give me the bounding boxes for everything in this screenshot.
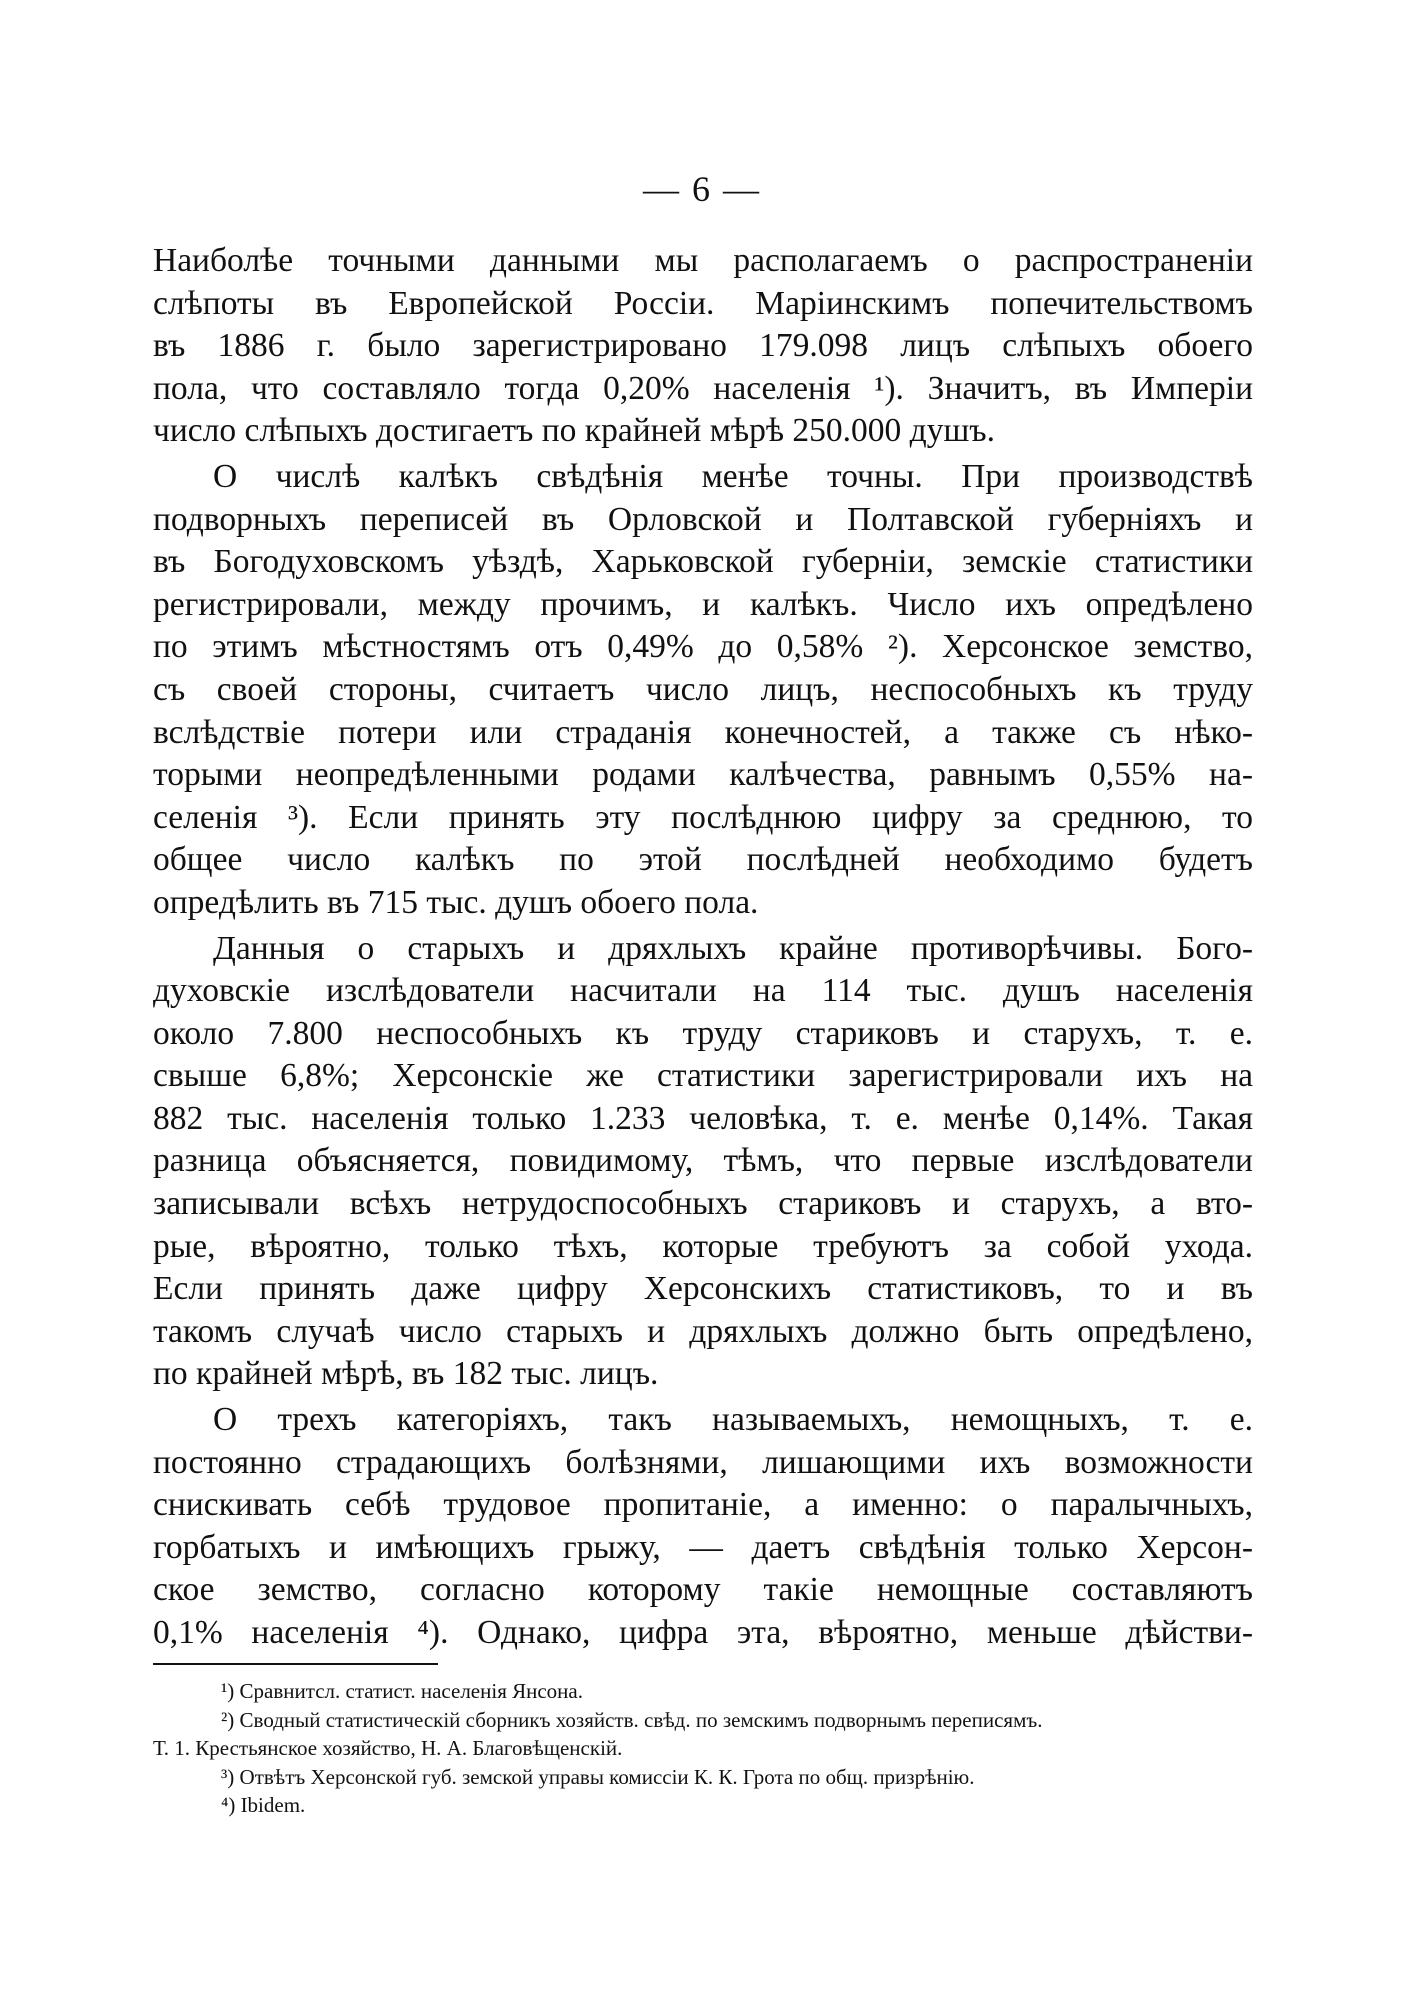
text-line: ское земство, согласно которому такіе немощные составляютъ xyxy=(153,1571,1253,1609)
text-line: вслѣдствіе потери или страданія конечностей, а также съ нѣко- xyxy=(153,713,1253,751)
text-line: въ Богодуховскомъ уѣздѣ, Харьковской губерніи, земскіе статистики xyxy=(153,543,1253,581)
footnotes xyxy=(153,1677,1253,1820)
text-line: по этимъ мѣстностямъ отъ 0,49% до 0,58% ²). Херсонское земство, xyxy=(153,628,1253,666)
text-line: постоянно страдающихъ болѣзнями, лишающими ихъ возможности xyxy=(153,1443,1253,1481)
text-line: Если принять даже цифру Херсонскихъ статистиковъ, то и въ xyxy=(153,1270,1253,1308)
text-line: рые, вѣроятно, только тѣхъ, которые требуютъ за собой ухода. xyxy=(153,1227,1253,1265)
text-line: регистрировали, между прочимъ, и калѣкъ. Число ихъ опредѣлено xyxy=(153,585,1253,623)
text-line: съ своей стороны, считаетъ число лицъ, неспособныхъ къ труду xyxy=(153,670,1253,708)
text-line: опредѣлить въ 715 тыс. душъ обоего пола. xyxy=(153,883,759,921)
text-line: свыше 6,8%; Херсонскіе же статистики зарегистрировали ихъ на xyxy=(153,1057,1253,1095)
text-line: духовскіе изслѣдователи насчитали на 114 тыс. душъ населенія xyxy=(153,972,1253,1010)
text-line: подворныхъ переписей въ Орловской и Полтавской губерніяхъ и xyxy=(153,500,1253,538)
footnote-divider xyxy=(153,1663,438,1665)
text-line: пола, что составляло тогда 0,20% населенія ¹). Значитъ, въ Имперіи xyxy=(153,369,1253,407)
text-line: общее число калѣкъ по этой послѣдней необходимо будетъ xyxy=(153,841,1253,879)
text-line: горбатыхъ и имѣющихъ грыжу, — даетъ свѣдѣнія только Херсон- xyxy=(153,1528,1253,1566)
text-line: торыми неопредѣленными родами калѣчества, равнымъ 0,55% на- xyxy=(153,756,1253,794)
text-line: 882 тыс. населенія только 1.233 человѣка, т. е. менѣе 0,14%. Такая xyxy=(153,1099,1253,1137)
text-line: О трехъ категоріяхъ, такъ называемыхъ, немощныхъ, т. е. xyxy=(213,1401,1253,1439)
text-line: 0,1% населенія ⁴). Однако, цифра эта, вѣроятно, меньше дѣйстви- xyxy=(153,1614,1253,1651)
text-line: число слѣпыхъ достигаетъ по крайней мѣрѣ 250.000 душъ. xyxy=(153,412,995,450)
text-line: снискивать себѣ трудовое пропитаніе, а именно: о паралычныхъ, xyxy=(153,1486,1253,1524)
text-line: около 7.800 неспособныхъ къ труду стариковъ и старухъ, т. е. xyxy=(153,1014,1253,1052)
text-line: О числѣ калѣкъ свѣдѣнія менѣе точны. При производствѣ xyxy=(213,457,1253,495)
text-line: разница объясняется, повидимому, тѣмъ, что первые изслѣдователи xyxy=(153,1142,1253,1180)
text-line: записывали всѣхъ нетрудоспособныхъ стариковъ и старухъ, а вто- xyxy=(153,1185,1253,1223)
footnote-2: ²) Сводный статистическій сборникъ хозяйств. свѣд. по земскимъ подворнымъ переписямъ. xyxy=(221,1707,1043,1732)
text-line: Наиболѣе точными данными мы располагаемъ о распространеніи xyxy=(153,242,1253,279)
footnote-4: ⁴) Ibidem. xyxy=(221,1793,306,1817)
text-line: Данныя о старыхъ и дряхлыхъ крайне противорѣчивы. Бого- xyxy=(213,929,1253,967)
footnote-2-continued: Т. 1. Крестьянское хозяйство, Н. А. Благовѣщенскій. xyxy=(153,1736,623,1760)
text-line: такомъ случаѣ число старыхъ и дряхлыхъ должно быть опредѣлено, xyxy=(153,1312,1253,1350)
text-line: слѣпоты въ Европейской Россіи. Маріинскимъ попечительствомъ xyxy=(153,284,1253,322)
body-text xyxy=(153,240,1253,1655)
text-line: по крайней мѣрѣ, въ 182 тыс. лицъ. xyxy=(153,1355,659,1393)
footnote-1: ¹) Сравнитсл. статист. населенія Янсона. xyxy=(221,1679,583,1703)
footnote-3: ³) Отвѣтъ Херсонской губ. земской управы комиссіи К. К. Грота по общ. призрѣнію. xyxy=(221,1764,975,1789)
text-line: селенія ³). Если принять эту послѣднюю цифру за среднюю, то xyxy=(153,798,1253,836)
page-number: — 6 — xyxy=(643,169,761,209)
text-line: въ 1886 г. было зарегистрировано 179.098 лицъ слѣпыхъ обоего xyxy=(153,327,1253,365)
